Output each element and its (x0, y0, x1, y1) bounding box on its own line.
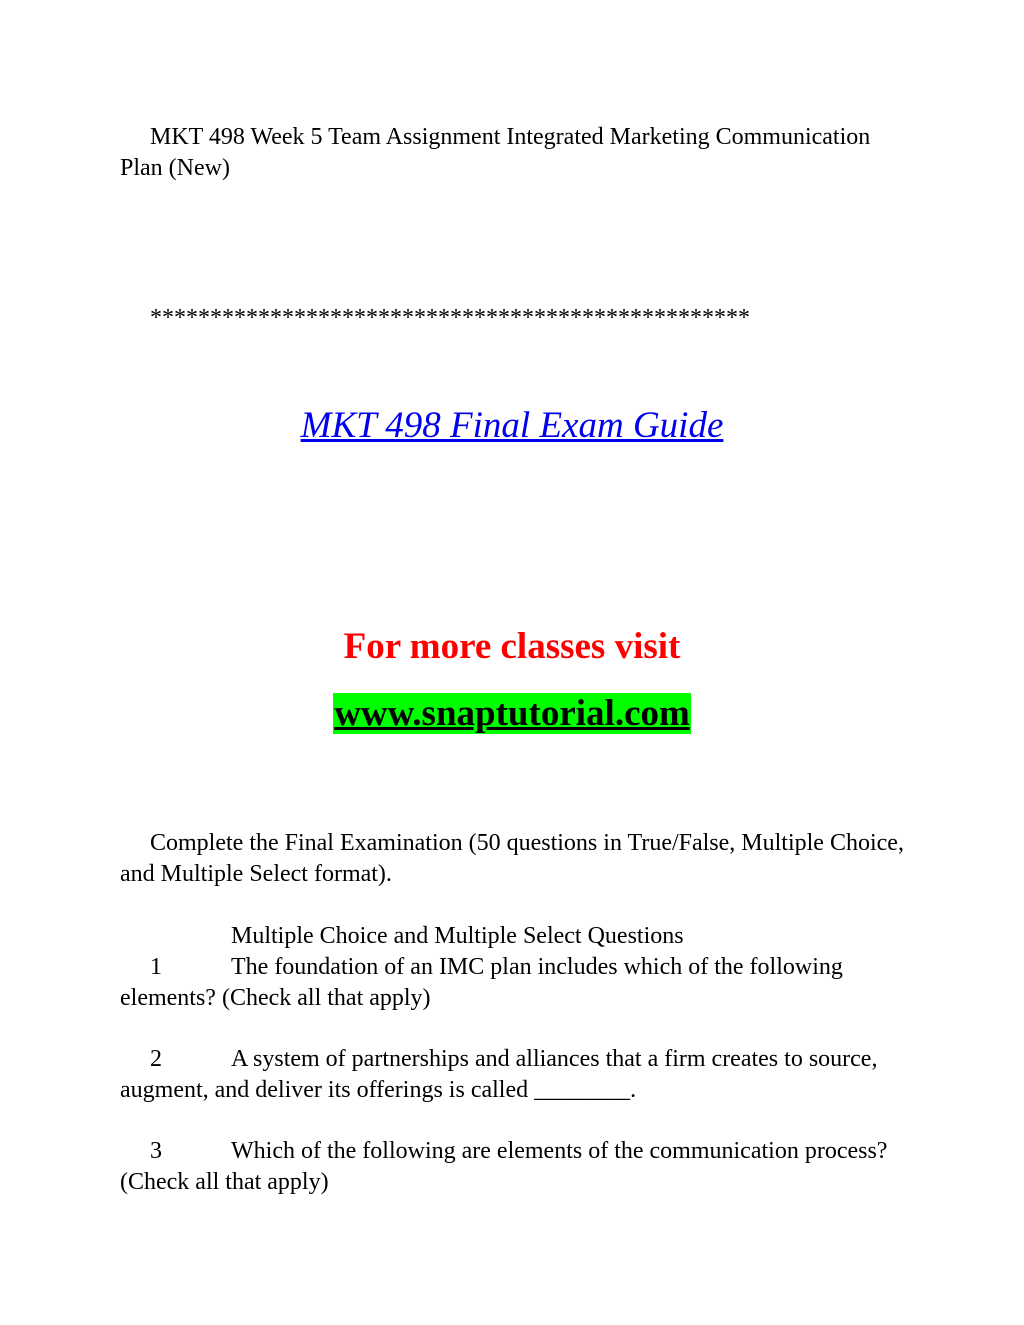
question-number: 3 (150, 1138, 162, 1164)
question-number: 2 (150, 1046, 162, 1072)
guide-link-line (0, 403, 1024, 449)
question-text: The foundation of an IMC plan includes which of the following elements? (Check all that apply) (120, 954, 843, 1011)
question-item (120, 952, 910, 1014)
intro-title: MKT 498 Week 5 Team Assignment Integrated Marketing Communication Plan (New) (120, 124, 871, 181)
site-url-link[interactable]: www.snaptutorial.com (334, 693, 690, 734)
question-text: Which of the following are elements of the communication process? (Check all that apply) (120, 1138, 888, 1195)
final-exam-guide-link[interactable]: MKT 498 Final Exam Guide (300, 405, 724, 446)
visit-text: For more classes visit (343, 626, 681, 667)
separator-stars: ************************************************** (150, 305, 750, 331)
question-item (120, 1136, 910, 1198)
exam-description: Complete the Final Examination (50 questions in True/False, Multiple Choice, and Multiple Select format). (120, 830, 904, 887)
question-number: 1 (150, 954, 162, 980)
question-text: A system of partnerships and alliances that a firm creates to source, augment, and deliver its offerings is called ________. (120, 1046, 878, 1103)
question-item (120, 1044, 910, 1106)
section-heading: Multiple Choice and Multiple Select Questions (231, 923, 684, 949)
site-url-line (0, 691, 1024, 737)
